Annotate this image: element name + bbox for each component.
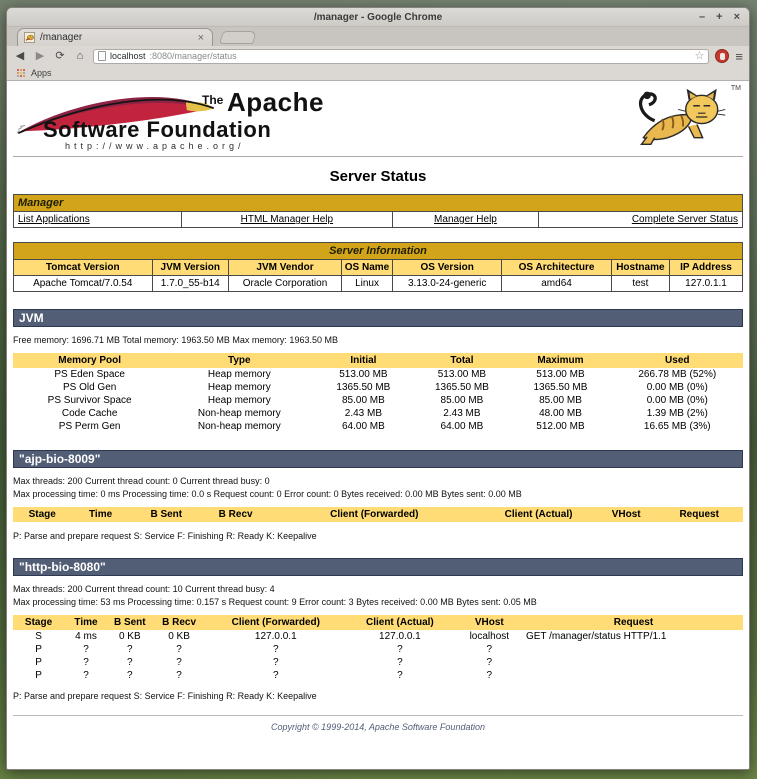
url-host: localhost — [110, 51, 146, 61]
menu-icon[interactable]: ≡ — [735, 48, 743, 64]
manager-section-header — [14, 195, 743, 212]
cell: 0.00 MB (0%) — [646, 395, 708, 406]
cell: 513.00 MB — [437, 369, 487, 380]
cell: ? — [127, 644, 133, 655]
cell: ? — [397, 670, 403, 681]
cell: ? — [486, 670, 493, 681]
http-connector-bar: "http-bio-8080" — [13, 558, 743, 576]
cell: OS Name — [342, 260, 393, 276]
cell: Request — [524, 615, 743, 630]
ajp-thread-stats: Max threads: 200 Current thread count: 0 Current thread busy: 0 — [13, 476, 270, 486]
cell: ? — [273, 670, 279, 681]
table-row — [13, 656, 743, 669]
logo-the: The — [202, 93, 224, 107]
cell: Client (Forwarded) — [268, 507, 480, 522]
cell: PS Survivor Space — [47, 395, 132, 406]
logo-apache: Apache — [227, 87, 324, 117]
cell: Client (Actual) — [480, 507, 597, 522]
http-thread-stats: Max threads: 200 Current thread count: 10 Current thread busy: 4 — [13, 584, 275, 594]
cell: 85.00 MB — [341, 395, 385, 406]
cell: Heap memory — [207, 382, 271, 393]
apache-logo[interactable] — [13, 85, 453, 153]
forward-icon[interactable]: ▶ — [35, 50, 45, 62]
ajp-requests-header-row — [13, 507, 743, 522]
server-info-table — [13, 242, 743, 292]
cell: ? — [176, 644, 182, 655]
table-row — [13, 420, 743, 433]
memory-pool-table — [13, 353, 743, 433]
manager-nav-table — [13, 194, 743, 228]
window-titlebar[interactable] — [7, 8, 749, 27]
cell: P — [35, 657, 42, 668]
cell: 16.65 MB (3%) — [643, 421, 711, 432]
close-button[interactable]: × — [733, 11, 740, 23]
cell: Initial — [312, 353, 414, 368]
trademark-label: TM — [730, 85, 741, 92]
cell: P — [35, 644, 42, 655]
cell: 1.39 MB (2%) — [646, 408, 708, 419]
cell: 0 KB — [168, 631, 190, 642]
cell: 85.00 MB — [539, 395, 582, 406]
cell: 2.43 MB — [443, 408, 481, 419]
logo-url: http://www.apache.org/ — [65, 141, 245, 151]
tomcat-favicon — [24, 32, 35, 43]
reload-icon[interactable]: ⟳ — [55, 50, 65, 62]
cell: 1365.50 MB — [336, 382, 391, 393]
server-info-section-header — [14, 243, 743, 260]
cell: ? — [83, 670, 89, 681]
cell — [524, 656, 743, 669]
html-manager-help-link[interactable]: HTML Manager Help — [240, 214, 334, 225]
jvm-section-bar: JVM — [13, 309, 743, 327]
cell: localhost — [469, 631, 510, 642]
cell: Linux — [342, 276, 393, 292]
page-doc-icon — [98, 51, 106, 61]
url-path: :8080/manager/status — [149, 51, 237, 61]
header-logos — [13, 85, 743, 153]
footer-divider — [13, 715, 743, 716]
server-info-header-row — [14, 260, 743, 276]
cell: Stage — [13, 615, 64, 630]
cell: ? — [486, 644, 493, 655]
window-title: /manager - Google Chrome — [313, 12, 443, 23]
manager-links-row — [14, 212, 743, 228]
cell: ? — [83, 644, 89, 655]
ajp-connector-bar: "ajp-bio-8009" — [13, 450, 743, 468]
ajp-processing-stats: Max processing time: 0 ms Processing time: 0.0 s Request count: 0 Error count: 0 Bytes received: 0.00 MB Bytes sent: 0.00 MB — [13, 489, 522, 499]
cell: B Recv — [203, 507, 269, 522]
cell: 0.00 MB (0%) — [646, 382, 708, 393]
header-divider — [13, 156, 743, 157]
cell: Memory Pool — [13, 353, 166, 368]
cell: 64.00 MB — [341, 421, 385, 432]
minimize-button[interactable]: – — [699, 11, 706, 23]
cell: VHost — [455, 615, 524, 630]
server-info-title: Server Information — [14, 243, 743, 260]
memory-pool-header-row — [13, 353, 743, 368]
ajp-stage-legend: P: Parse and prepare request S: Service F: Finishing R: Ready K: Keepalive — [13, 531, 317, 541]
cell: ? — [83, 657, 89, 668]
jvm-memory-summary: Free memory: 1696.71 MB Total memory: 1963.50 MB Max memory: 1963.50 MB — [13, 335, 338, 345]
table-row — [13, 381, 743, 394]
bookmark-star-icon[interactable]: ☆ — [694, 49, 705, 62]
cell: Oracle Corporation — [229, 276, 342, 292]
http-stage-legend: P: Parse and prepare request S: Service F: Finishing R: Ready K: Keepalive — [13, 691, 317, 701]
cell: ? — [486, 657, 493, 668]
cell: Non-heap memory — [197, 408, 281, 419]
cell: B Recv — [152, 615, 207, 630]
cell: 4 ms — [75, 631, 97, 642]
tomcat-logo[interactable] — [633, 85, 741, 151]
http-requests-table — [13, 615, 743, 682]
cell: P — [35, 670, 42, 681]
table-row — [13, 630, 743, 643]
cell: PS Perm Gen — [58, 421, 121, 432]
cell: test — [611, 276, 669, 292]
cell: ? — [273, 657, 279, 668]
cell: 3.13.0-24-generic — [393, 276, 502, 292]
address-bar[interactable] — [93, 49, 709, 64]
cell: ? — [397, 657, 403, 668]
table-row — [13, 394, 743, 407]
table-row — [13, 368, 743, 381]
cell: Heap memory — [207, 369, 271, 380]
cell: 127.0.0.1 — [379, 631, 421, 642]
cell: VHost — [597, 507, 655, 522]
cell: Apache Tomcat/7.0.54 — [14, 276, 153, 292]
cell: Hostname — [611, 260, 669, 276]
page-content — [7, 81, 749, 767]
cell: ? — [127, 657, 133, 668]
tab-title: /manager — [40, 32, 83, 43]
cell: 266.78 MB (52%) — [638, 369, 717, 380]
cell: 64.00 MB — [440, 421, 484, 432]
ajp-requests-table — [13, 507, 743, 522]
list-applications-link[interactable]: List Applications — [18, 214, 90, 225]
cell: JVM Vendor — [229, 260, 342, 276]
tab-close-icon[interactable]: × — [197, 31, 204, 44]
cell: amd64 — [502, 276, 611, 292]
cell: Client (Actual) — [345, 615, 455, 630]
cell: Code Cache — [61, 408, 118, 419]
cell — [524, 669, 743, 682]
new-tab-button[interactable] — [219, 31, 257, 44]
cell: ? — [176, 670, 182, 681]
tomcat-cat-icon — [633, 85, 729, 149]
cell: 1.7.0_55-b14 — [152, 276, 229, 292]
cell: ? — [176, 657, 182, 668]
tab-manager[interactable] — [17, 28, 213, 46]
manager-section-title: Manager — [14, 195, 743, 212]
cell: 2.43 MB — [344, 408, 383, 419]
cell: 85.00 MB — [440, 395, 484, 406]
cell: Maximum — [509, 353, 611, 368]
cell: Total — [414, 353, 509, 368]
cell: B Sent — [130, 507, 203, 522]
cell: ? — [273, 644, 279, 655]
server-info-value-row — [14, 276, 743, 292]
table-row — [13, 643, 743, 656]
copyright-notice: Copyright © 1999-2014, Apache Software Foundation — [271, 722, 485, 732]
cell: IP Address — [670, 260, 743, 276]
nav-cell — [393, 212, 539, 228]
complete-server-status-link[interactable]: Complete Server Status — [631, 214, 738, 225]
cell — [524, 643, 743, 656]
cell: ? — [397, 644, 403, 655]
page-title: Server Status — [329, 168, 427, 185]
http-requests-header-row — [13, 615, 743, 630]
cell: JVM Version — [152, 260, 229, 276]
manager-help-link[interactable]: Manager Help — [434, 214, 497, 225]
home-icon[interactable]: ⌂ — [76, 50, 84, 62]
back-icon[interactable]: ◀ — [15, 50, 25, 62]
cell: S — [35, 631, 42, 642]
cell: 48.00 MB — [539, 408, 582, 419]
cell: OS Architecture — [502, 260, 611, 276]
http-processing-stats: Max processing time: 53 ms Processing time: 0.157 s Request count: 9 Error count: 3 Bytes received: 0.00 MB Bytes sent: 0.05 MB — [13, 597, 537, 607]
cell: OS Version — [393, 260, 502, 276]
nav-cell — [181, 212, 392, 228]
nav-cell — [538, 212, 742, 228]
cell: 512.00 MB — [536, 421, 585, 432]
cell: B Sent — [108, 615, 152, 630]
apps-shortcut[interactable]: Apps — [31, 68, 52, 78]
browser-toolbar — [7, 46, 749, 66]
table-row — [13, 669, 743, 682]
table-row — [13, 407, 743, 420]
cell: 127.0.0.1 — [254, 631, 297, 642]
cell: Non-heap memory — [197, 421, 281, 432]
cell: 513.00 MB — [536, 369, 585, 380]
cell: PS Eden Space — [54, 369, 125, 380]
bookmarks-bar — [7, 66, 749, 81]
cell: PS Old Gen — [62, 382, 117, 393]
cell: ? — [127, 670, 133, 681]
cell: Tomcat Version — [14, 260, 153, 276]
cell: 127.0.1.1 — [670, 276, 743, 292]
cell: Stage — [13, 507, 71, 522]
cell: Time — [64, 615, 108, 630]
cell: 1365.50 MB — [434, 382, 489, 393]
cell: Used — [612, 353, 743, 368]
cell: Type — [166, 353, 312, 368]
cell: Client (Forwarded) — [206, 615, 345, 630]
window-controls — [699, 8, 740, 27]
maximize-button[interactable]: + — [716, 11, 723, 23]
cell: 1365.50 MB — [533, 382, 588, 393]
cell: Heap memory — [207, 395, 271, 406]
tab-strip — [7, 27, 749, 46]
extension-icon[interactable] — [715, 49, 729, 63]
cell: GET /manager/status HTTP/1.1 — [525, 631, 667, 642]
nav-cell — [14, 212, 182, 228]
cell: Request — [655, 507, 743, 522]
apps-grid-icon — [17, 69, 26, 78]
cell: Time — [71, 507, 129, 522]
logo-software-foundation: Software Foundation — [43, 117, 272, 142]
browser-window — [6, 7, 750, 770]
cell: 0 KB — [118, 631, 141, 642]
cell: 513.00 MB — [339, 369, 388, 380]
